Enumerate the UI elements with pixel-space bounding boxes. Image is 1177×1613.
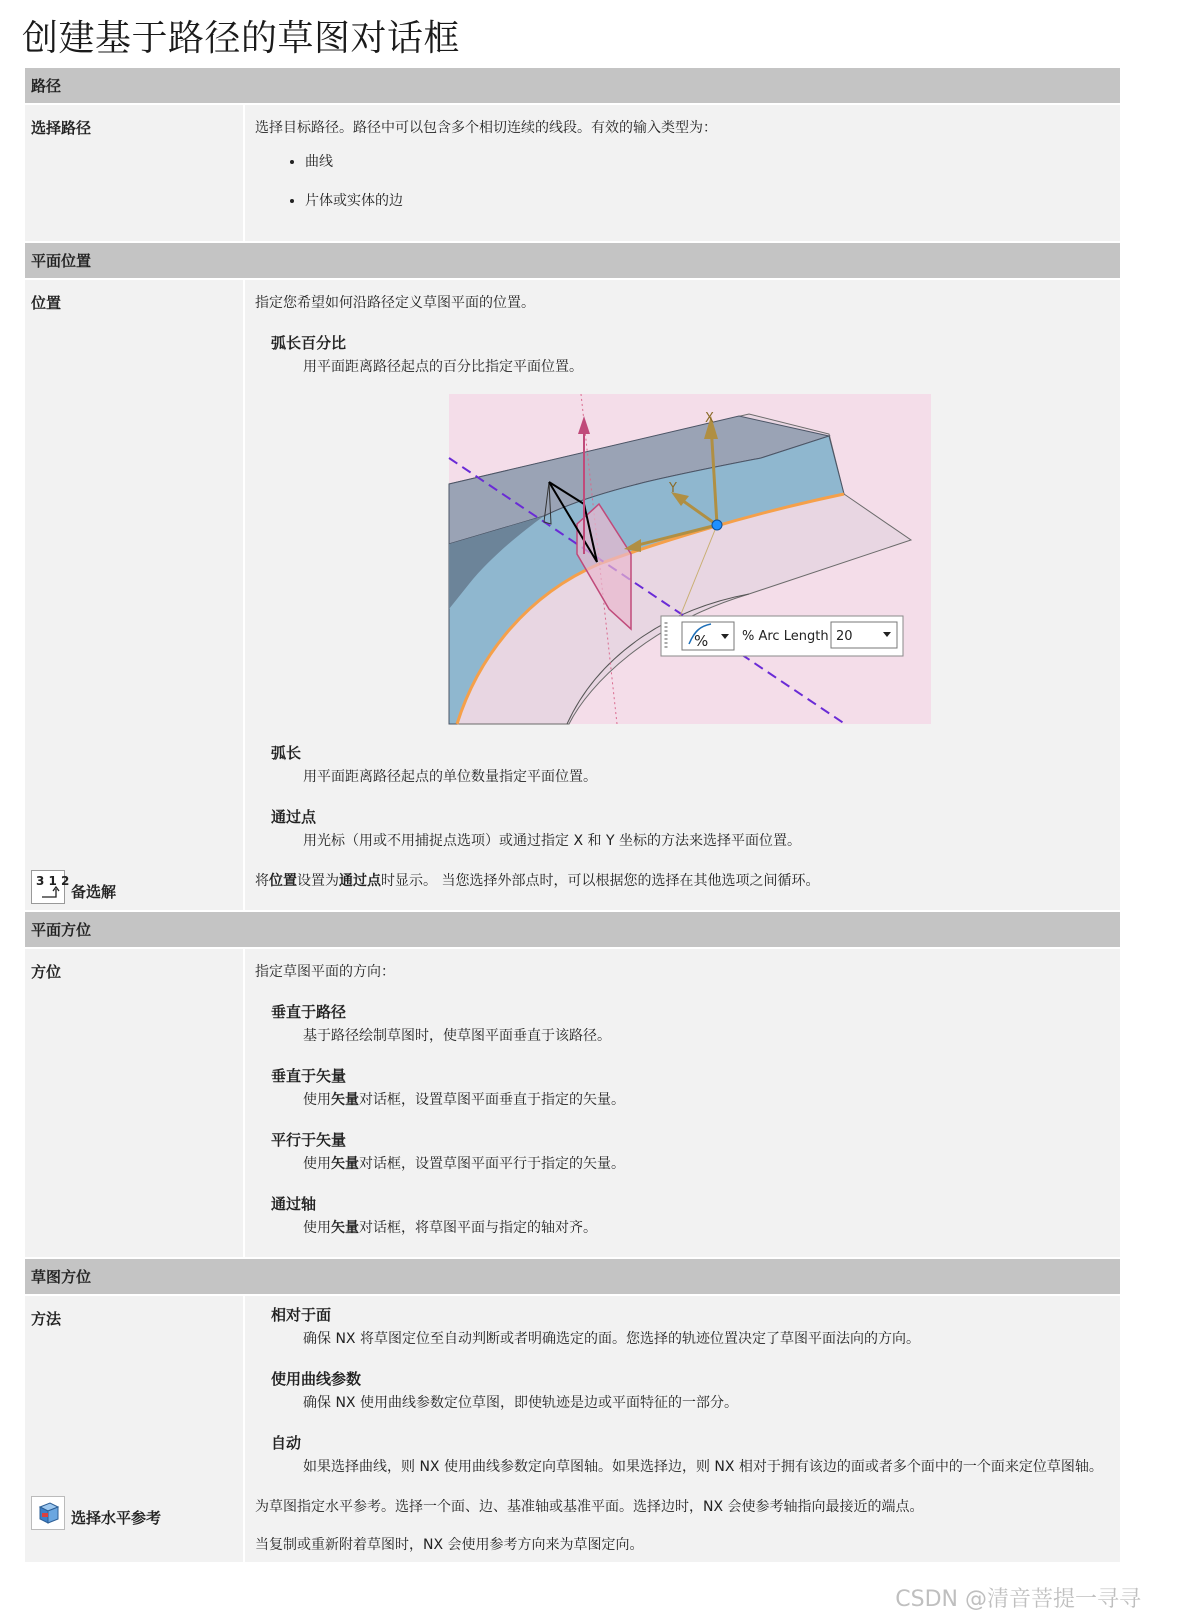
input-type-list [255,151,1114,212]
term-through-axis: 通过轴 [271,1195,317,1213]
definition-text [303,1217,1114,1239]
emphasis-vector: 矢量 [331,1092,359,1108]
page-title: 创建基于路径的草图对话框 [22,18,461,59]
description-text: 时显示。 当您选择外部点时，可以根据您的选择在其他选项之间循环。 [381,873,820,889]
description-text: 当复制或重新附着草图时，NX 会使用参考方向来为草图定向。 [255,1537,644,1553]
arc-length-label: % Arc Length [742,629,829,644]
option-label-cell [25,1490,244,1562]
row-select-path [25,104,1120,242]
option-label-cell [25,864,244,911]
path-point-handle[interactable] [712,520,722,530]
section-header-plane-location [25,242,1120,279]
list-item: • 曲线 [305,151,1114,173]
cube-icon [32,1497,64,1529]
cycle-arrows-icon [32,871,70,903]
emphasis-through-point: 通过点 [339,873,381,889]
definition-part: 对话框，将草图平面与指定的轴对齐。 [359,1220,597,1236]
option-description [244,864,1120,911]
term-through-point: 通过点 [271,808,317,826]
arc-length-input-box[interactable] [661,616,903,656]
option-description [244,948,1120,1258]
definition-part: 对话框，设置草图平面垂直于指定的矢量。 [359,1092,625,1108]
term-normal-to-path: 垂直于路径 [271,1003,347,1021]
term-parallel-to-vector: 平行于矢量 [271,1131,347,1149]
section-header-plane-orientation [25,911,1120,948]
term-relative-to-face: 相对于面 [271,1306,332,1324]
option-description [244,104,1120,242]
emphasis-vector: 矢量 [331,1156,359,1172]
row-location [25,279,1120,864]
description-text: 设置为 [297,873,339,889]
watermark: CSDN @清音菩提一寻寻 [895,1587,1141,1612]
option-label: 方法 [25,1295,244,1490]
definition-text [303,1153,1114,1175]
section-header-path [25,67,1120,104]
horizontal-reference-icon[interactable] [31,1496,65,1530]
definition-text: 如果选择曲线，则 NX 使用曲线参数定向草图轴。如果选择边，则 NX 相对于拥有该边的面或者多个面中的一个面来定位草图轴。 [303,1459,1103,1475]
definition-text: 确保 NX 将草图定位至自动判断或者明确选定的面。您选择的轨迹位置决定了草图平面法向的方向。 [303,1331,920,1347]
option-description [244,1295,1120,1490]
option-label: 方位 [25,948,244,1258]
y-axis-label: Y [669,481,677,496]
term-automatic: 自动 [271,1434,302,1452]
row-method [25,1295,1120,1490]
arc-length-value: 20 [836,629,853,644]
list-item: • 片体或实体的边 [305,190,1114,212]
icon-digits: 3 1 2 [36,874,70,888]
definition-text: 用平面距离路径起点的百分比指定平面位置。 [303,359,583,375]
option-label: 选择路径 [25,104,244,242]
arc-length-figure [449,394,931,724]
definition-part: 对话框，设置草图平面平行于指定的矢量。 [359,1156,625,1172]
section-title: 草图方位 [25,1258,1120,1295]
section-title: 平面方位 [25,911,1120,948]
percent-glyph: % [694,632,709,650]
description-text: 指定草图平面的方向： [255,964,395,980]
term-normal-to-vector: 垂直于矢量 [271,1067,347,1085]
option-description [244,1490,1120,1562]
option-label: 选择水平参考 [71,1509,162,1527]
term-use-curve-parameters: 使用曲线参数 [271,1370,362,1388]
section-title: 平面位置 [25,242,1120,279]
description-text: 为草图指定水平参考。选择一个面、边、基准轴或基准平面。选择边时，NX 会使参考轴指向最接近的端点。 [255,1499,924,1515]
emphasis-vector: 矢量 [331,1220,359,1236]
option-description [244,279,1120,864]
options-table [25,66,1120,1562]
term-arc-length: 弧长 [271,744,302,762]
row-horizontal-reference [25,1490,1120,1562]
definition-text: 用平面距离路径起点的单位数量指定平面位置。 [303,769,597,785]
option-label: 备选解 [71,883,117,901]
definition-text: 用光标（用或不用捕捉点选项）或通过指定 X 和 Y 坐标的方法来选择平面位置。 [303,833,801,849]
definition-part: 使用 [303,1092,331,1108]
definition-text: 基于路径绘制草图时，使草图平面垂直于该路径。 [303,1028,611,1044]
emphasis-location: 位置 [269,873,297,889]
definition-part: 使用 [303,1220,331,1236]
section-header-sketch-orientation [25,1258,1120,1295]
option-label: 位置 [25,279,244,864]
definition-text: 确保 NX 使用曲线参数定位草图，即使轨迹是边或平面特征的一部分。 [303,1395,738,1411]
cube-marker [42,1513,48,1517]
description-text: 将 [255,873,269,889]
term-arc-percent: 弧长百分比 [271,334,347,352]
x-axis-label: X [705,411,714,426]
section-title: 路径 [25,67,1120,104]
row-alternate-solution [25,864,1120,911]
description-text: 选择目标路径。路径中可以包含多个相切连续的线段。有效的输入类型为： [255,120,717,136]
row-orientation [25,948,1120,1258]
description-text: 指定您希望如何沿路径定义草图平面的位置。 [255,295,535,311]
alternate-solution-icon[interactable] [31,870,70,904]
definition-text [303,1089,1114,1111]
definition-part: 使用 [303,1156,331,1172]
